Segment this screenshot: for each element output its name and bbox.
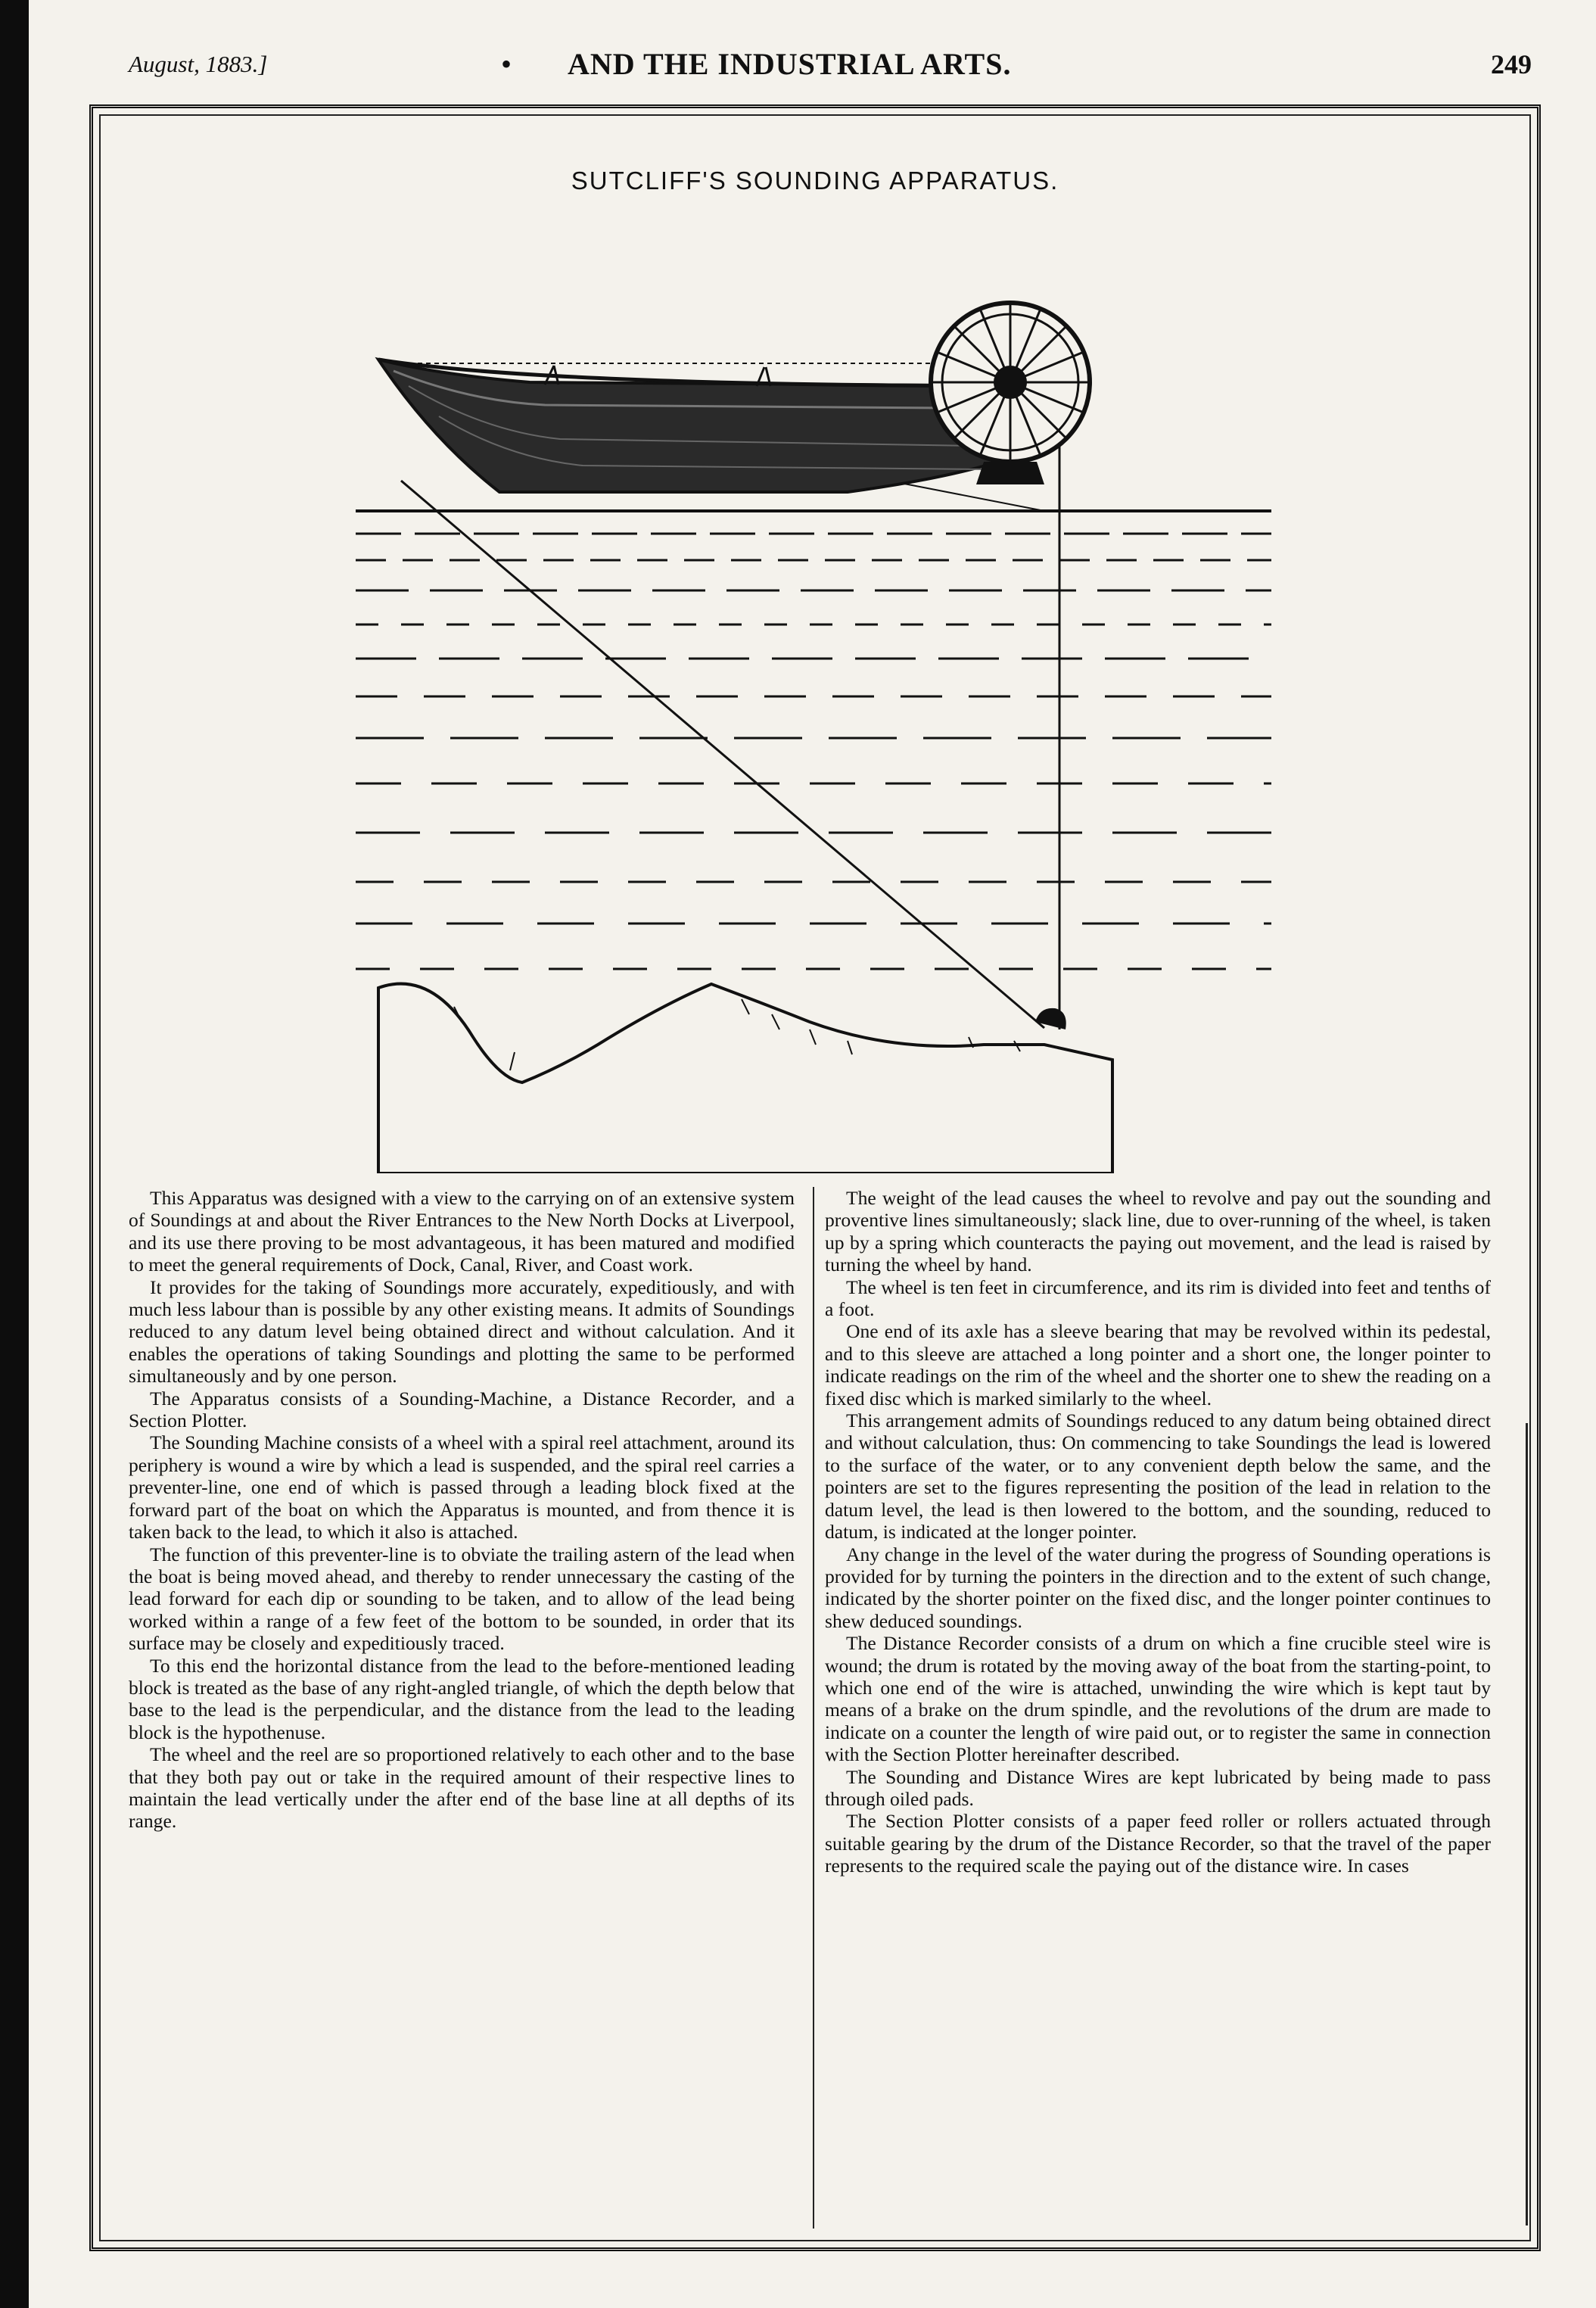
paragraph: To this end the horizontal distance from the lead to the before-mentioned leading block is treated as the base of any right-angled triangle, of which the depth below that base to the lead is the perpendicular, and the distance from the lead to the leading block is the hypothenuse. xyxy=(129,1654,795,1743)
paragraph: The Apparatus consists of a Sounding-Machine, a Distance Recorder, and a Section Plotter. xyxy=(129,1387,795,1432)
journal-title: AND THE INDUSTRIAL ARTS. xyxy=(568,47,1012,81)
paragraph: The weight of the lead causes the wheel to revolve and pay out the sounding and proventive lines simultaneously; slack line, due to over-running of the wheel, is taken up by a spring which counteracts the paying out movement, and the lead is raised by turning the wheel by hand. xyxy=(825,1187,1491,1276)
paragraph: This Apparatus was designed with a view to the carrying on of an extensive system of Soundings at and about the River Entrances to the New North Docks at Liverpool, and its use there proving to be most advantageous, it has been matured and modified to meet the general requirements of Dock, Canal, River, and Coast work. xyxy=(129,1187,795,1276)
column-divider xyxy=(813,1187,814,2229)
sounding-apparatus-illustration xyxy=(318,242,1317,1173)
sounding-lead xyxy=(1035,1008,1066,1029)
page-number: 249 xyxy=(1491,49,1532,79)
running-head xyxy=(129,42,1551,87)
paragraph: One end of its axle has a sleeve bearing that may be revolved within its pedestal, and to this sleeve are attached a long pointer and a short one, the longer pointer to indicate readings on the rim of the wheel and the shorter one to shew the reading on a fixed disc which is marked similarly to the wheel. xyxy=(825,1320,1491,1409)
book-spine-shadow xyxy=(0,0,29,2308)
paragraph: The Sounding and Distance Wires are kept lubricated by being made to pass through oiled pads. xyxy=(825,1765,1491,1810)
paragraph: It provides for the taking of Soundings more accurately, expeditiously, and with much less labour than is possible by any other existing means. It admits of Soundings reduced to any datum level being obtained direct and without calculation. And it enables the operations of taking Soundings and plotting the same to be performed simultaneously and by one person. xyxy=(129,1275,795,1388)
paragraph: This arrangement admits of Soundings reduced to any datum being obtained direct and without calculation, thus: On commencing to take Soundings the lead is lowered to the surface of the water, or to any convenient depth below the same, and the pointers are set to the figures representing the position of the lead in relation to the datum level, the lead is then lowered to the bottom, and the sounding, reduced to datum, is indicated at the longer pointer. xyxy=(825,1409,1491,1543)
paragraph: The wheel is ten feet in circumference, and its rim is divided into feet and tenths of a foot. xyxy=(825,1275,1491,1321)
paragraph: Any change in the level of the water during the progress of Sounding operations is provided for by turning the pointers in the direction and to the extent of such change, indicated by the shorter pointer on the fixed disc, and the longer pointer continues to shew deduced soundings. xyxy=(825,1543,1491,1632)
figure-caption: SUTCLIFF'S SOUNDING APPARATUS. xyxy=(571,167,1059,195)
article-left-column xyxy=(129,1187,795,2228)
article-right-column xyxy=(825,1187,1491,2228)
paragraph: The wheel and the reel are so proportioned relatively to each other and to the base that they both pay out or take in the required amount of their respective lines to maintain the lead vertically under the after end of the base line at all depths of its range. xyxy=(129,1743,795,1833)
header-bullet: • xyxy=(501,47,512,81)
water-surface-lines xyxy=(356,511,1271,969)
margin-rule xyxy=(1526,1423,1528,2225)
paragraph: The Sounding Machine consists of a wheel with a spiral reel attachment, around its periphery is wound a wire by which a lead is suspended, and the spiral reel carries a preventer-line, one end of which is passed through a leading block fixed at the forward part of the boat on which the Apparatus is mounted, and from thence it is taken back to the lead, to which it also is attached. xyxy=(129,1431,795,1543)
paragraph: The function of this preventer-line is to obviate the trailing astern of the lead when the boat is being moved ahead, and thereby to render unnecessary the casting of the lead forward for each dip or sounding to be taken, and to allow of the lead being worked within a range of a few feet of the bottom to be sounded, in order that its surface may be closely and expeditiously traced. xyxy=(129,1543,795,1655)
issue-date: August, 1883.] xyxy=(129,51,268,77)
sea-bed xyxy=(378,984,1112,1173)
paragraph: The Section Plotter consists of a paper feed roller or rollers actuated through suitable gearing by the drum of the Distance Recorder, so that the travel of the paper represents to the required scale the paying out of the distance wire. In cases xyxy=(825,1810,1491,1877)
paragraph: The Distance Recorder consists of a drum on which a fine crucible steel wire is wound; the drum is rotated by the moving away of the boat from the starting-point, to which one end of the wire is attached, unwinding the wire which is kept taut by means of a brake on the drum spindle, and the revolutions of the drum are made to indicate on a counter the length of wire paid out, or to register the same in connection with the Section Plotter hereinafter described. xyxy=(825,1632,1491,1766)
